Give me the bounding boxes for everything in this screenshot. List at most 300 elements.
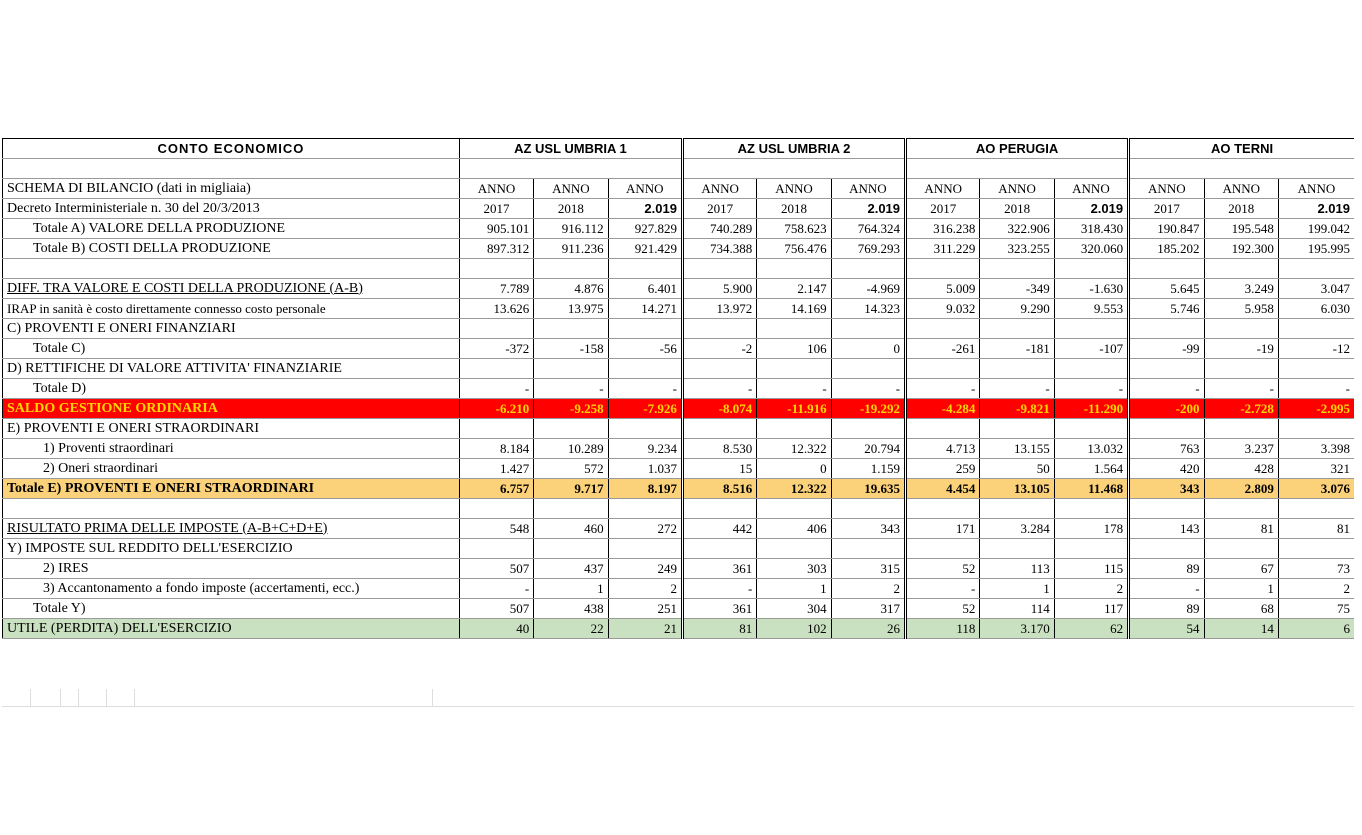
value-cell: [459, 419, 533, 439]
value-cell: 3.284: [980, 519, 1054, 539]
value-cell: 3.249: [1204, 279, 1278, 299]
value-cell: 21: [608, 619, 682, 639]
value-cell: [459, 539, 533, 559]
value-cell: 4.454: [906, 479, 980, 499]
value-cell: 67: [1204, 559, 1278, 579]
year-label: 2018: [980, 199, 1054, 219]
value-cell: 251: [608, 599, 682, 619]
value-cell: 62: [1054, 619, 1128, 639]
value-cell: 361: [682, 559, 756, 579]
value-cell: 5.958: [1204, 299, 1278, 319]
value-cell: 5.009: [906, 279, 980, 299]
year-label: 2017: [1129, 199, 1204, 219]
value-cell: [608, 359, 682, 379]
row-imposte-header: [3, 539, 1355, 559]
value-cell: 68: [1204, 599, 1278, 619]
value-cell: [608, 539, 682, 559]
value-cell: -261: [906, 339, 980, 359]
value-cell: -: [1204, 379, 1278, 399]
entity-header-perugia: AO PERUGIA: [906, 139, 1129, 159]
value-cell: 343: [1129, 479, 1204, 499]
row-label: 2) Oneri straordinari: [3, 459, 460, 479]
value-cell: -: [906, 579, 980, 599]
value-cell: 758.623: [757, 219, 831, 239]
value-cell: 927.829: [608, 219, 682, 239]
row-proventi-straordinari-header: [3, 419, 1355, 439]
value-cell: -: [459, 579, 533, 599]
value-cell: 2: [831, 579, 905, 599]
row-label: 1) Proventi straordinari: [3, 439, 460, 459]
row-ires: [3, 559, 1355, 579]
value-cell: 185.202: [1129, 239, 1204, 259]
value-cell: 13.972: [682, 299, 756, 319]
value-cell: [682, 319, 756, 339]
schema-label: SCHEMA DI BILANCIO (dati in migliaia): [3, 179, 460, 199]
row-costi-produzione: [3, 239, 1355, 259]
value-cell: 1: [534, 579, 608, 599]
value-cell: 507: [459, 599, 533, 619]
year-label: 2017: [682, 199, 756, 219]
value-cell: 12.322: [757, 439, 831, 459]
value-cell: 11.468: [1054, 479, 1128, 499]
value-cell: 13.975: [534, 299, 608, 319]
value-cell: 12.322: [757, 479, 831, 499]
value-cell: [757, 419, 831, 439]
value-cell: 114: [980, 599, 1054, 619]
row-label: Totale E) PROVENTI E ONERI STRAORDINARI: [3, 479, 460, 499]
value-cell: 272: [608, 519, 682, 539]
value-cell: 20.794: [831, 439, 905, 459]
value-cell: -: [682, 579, 756, 599]
row-utile-perdita: [3, 619, 1355, 639]
value-cell: 311.229: [906, 239, 980, 259]
value-cell: 13.626: [459, 299, 533, 319]
value-cell: -7.926: [608, 399, 682, 419]
value-cell: 3.170: [980, 619, 1054, 639]
row-irap: [3, 299, 1355, 319]
value-cell: 420: [1129, 459, 1204, 479]
header-row-anno: [3, 179, 1355, 199]
value-cell: -: [1054, 379, 1128, 399]
value-cell: -8.074: [682, 399, 756, 419]
value-cell: 343: [831, 519, 905, 539]
value-cell: 192.300: [1204, 239, 1278, 259]
value-cell: 259: [906, 459, 980, 479]
row-risultato-prima-imposte: [3, 519, 1355, 539]
value-cell: [757, 539, 831, 559]
value-cell: 5.900: [682, 279, 756, 299]
value-cell: [534, 359, 608, 379]
value-cell: 460: [534, 519, 608, 539]
row-rettifiche: [3, 359, 1355, 379]
value-cell: [757, 359, 831, 379]
value-cell: 764.324: [831, 219, 905, 239]
value-cell: [757, 319, 831, 339]
row-proventi-straordinari: [3, 439, 1355, 459]
value-cell: 13.032: [1054, 439, 1128, 459]
entity-header-usl2: AZ USL UMBRIA 2: [682, 139, 905, 159]
separator-row: [3, 259, 1355, 279]
value-cell: 3.076: [1278, 479, 1354, 499]
value-cell: 406: [757, 519, 831, 539]
value-cell: -9.821: [980, 399, 1054, 419]
value-cell: [682, 359, 756, 379]
row-totale-d: [3, 379, 1355, 399]
value-cell: 6.401: [608, 279, 682, 299]
value-cell: [906, 539, 980, 559]
anno-label: ANNO: [534, 179, 608, 199]
value-cell: [906, 359, 980, 379]
anno-label: ANNO: [608, 179, 682, 199]
value-cell: 14.323: [831, 299, 905, 319]
value-cell: -4.969: [831, 279, 905, 299]
year-label: 2.019: [1054, 199, 1128, 219]
row-oneri-straordinari: [3, 459, 1355, 479]
value-cell: 7.789: [459, 279, 533, 299]
entity-header-terni: AO TERNI: [1129, 139, 1354, 159]
anno-label: ANNO: [459, 179, 533, 199]
value-cell: 89: [1129, 599, 1204, 619]
separator-row: [3, 499, 1355, 519]
value-cell: 4.713: [906, 439, 980, 459]
income-statement-table: [2, 138, 1354, 639]
value-cell: [1129, 319, 1204, 339]
value-cell: 8.530: [682, 439, 756, 459]
value-cell: 178: [1054, 519, 1128, 539]
value-cell: 9.717: [534, 479, 608, 499]
value-cell: [906, 419, 980, 439]
value-cell: -: [608, 379, 682, 399]
value-cell: [1129, 419, 1204, 439]
value-cell: 195.995: [1278, 239, 1354, 259]
value-cell: [1204, 359, 1278, 379]
value-cell: -12: [1278, 339, 1354, 359]
row-label: DIFF. TRA VALORE E COSTI DELLA PRODUZIONE (A-B): [3, 279, 460, 299]
value-cell: 52: [906, 599, 980, 619]
value-cell: [1054, 359, 1128, 379]
value-cell: 19.635: [831, 479, 905, 499]
value-cell: [1204, 419, 1278, 439]
year-label: 2.019: [831, 199, 905, 219]
year-label: 2018: [534, 199, 608, 219]
decree-label: Decreto Interministeriale n. 30 del 20/3/2013: [3, 199, 460, 219]
row-label: D) RETTIFICHE DI VALORE ATTIVITA' FINANZIARIE: [3, 359, 460, 379]
value-cell: 9.234: [608, 439, 682, 459]
value-cell: 54: [1129, 619, 1204, 639]
spacer-row: [3, 159, 1355, 179]
row-differenza: [3, 279, 1355, 299]
value-cell: 113: [980, 559, 1054, 579]
row-label: Totale A) VALORE DELLA PRODUZIONE: [3, 219, 460, 239]
value-cell: -372: [459, 339, 533, 359]
value-cell: 117: [1054, 599, 1128, 619]
value-cell: 1: [1204, 579, 1278, 599]
value-cell: 118: [906, 619, 980, 639]
value-cell: [1129, 539, 1204, 559]
value-cell: 318.430: [1054, 219, 1128, 239]
value-cell: [608, 319, 682, 339]
anno-label: ANNO: [1278, 179, 1354, 199]
value-cell: -2: [682, 339, 756, 359]
value-cell: 438: [534, 599, 608, 619]
value-cell: [459, 319, 533, 339]
value-cell: -: [906, 379, 980, 399]
row-label: 3) Accantonamento a fondo imposte (accertamenti, ecc.): [3, 579, 460, 599]
anno-label: ANNO: [831, 179, 905, 199]
value-cell: 2.809: [1204, 479, 1278, 499]
value-cell: 1.427: [459, 459, 533, 479]
value-cell: 304: [757, 599, 831, 619]
row-proventi-finanziari: [3, 319, 1355, 339]
value-cell: 8.197: [608, 479, 682, 499]
value-cell: [459, 359, 533, 379]
value-cell: 2: [608, 579, 682, 599]
value-cell: 317: [831, 599, 905, 619]
value-cell: [534, 419, 608, 439]
value-cell: [1054, 319, 1128, 339]
value-cell: 5.746: [1129, 299, 1204, 319]
value-cell: 81: [1278, 519, 1354, 539]
value-cell: [534, 539, 608, 559]
year-label: 2.019: [608, 199, 682, 219]
value-cell: -200: [1129, 399, 1204, 419]
value-cell: 897.312: [459, 239, 533, 259]
value-cell: [1204, 319, 1278, 339]
value-cell: -99: [1129, 339, 1204, 359]
value-cell: 3.047: [1278, 279, 1354, 299]
value-cell: [1054, 419, 1128, 439]
value-cell: 52: [906, 559, 980, 579]
value-cell: 106: [757, 339, 831, 359]
year-label: 2018: [757, 199, 831, 219]
value-cell: 81: [1204, 519, 1278, 539]
value-cell: -11.916: [757, 399, 831, 419]
empty-grid-row: [2, 689, 1354, 707]
value-cell: 9.290: [980, 299, 1054, 319]
value-cell: 320.060: [1054, 239, 1128, 259]
value-cell: 15: [682, 459, 756, 479]
value-cell: 9.032: [906, 299, 980, 319]
value-cell: 89: [1129, 559, 1204, 579]
value-cell: 322.906: [980, 219, 1054, 239]
value-cell: -: [459, 379, 533, 399]
value-cell: 916.112: [534, 219, 608, 239]
value-cell: 756.476: [757, 239, 831, 259]
value-cell: 4.876: [534, 279, 608, 299]
value-cell: 40: [459, 619, 533, 639]
value-cell: 2: [1278, 579, 1354, 599]
value-cell: -2.995: [1278, 399, 1354, 419]
value-cell: -: [1278, 379, 1354, 399]
value-cell: -: [980, 379, 1054, 399]
value-cell: 8.516: [682, 479, 756, 499]
title-row: [3, 139, 1355, 159]
header-row-years: [3, 199, 1355, 219]
value-cell: 361: [682, 599, 756, 619]
value-cell: [1129, 359, 1204, 379]
value-cell: 81: [682, 619, 756, 639]
value-cell: 115: [1054, 559, 1128, 579]
value-cell: 572: [534, 459, 608, 479]
value-cell: -56: [608, 339, 682, 359]
value-cell: 763: [1129, 439, 1204, 459]
value-cell: 323.255: [980, 239, 1054, 259]
value-cell: 316.238: [906, 219, 980, 239]
value-cell: 22: [534, 619, 608, 639]
value-cell: 14.271: [608, 299, 682, 319]
value-cell: 1.037: [608, 459, 682, 479]
value-cell: [608, 419, 682, 439]
value-cell: [534, 319, 608, 339]
value-cell: -158: [534, 339, 608, 359]
anno-label: ANNO: [906, 179, 980, 199]
value-cell: 442: [682, 519, 756, 539]
anno-label: ANNO: [682, 179, 756, 199]
value-cell: 75: [1278, 599, 1354, 619]
value-cell: [831, 359, 905, 379]
row-totale-y: [3, 599, 1355, 619]
value-cell: 8.184: [459, 439, 533, 459]
value-cell: 303: [757, 559, 831, 579]
value-cell: 315: [831, 559, 905, 579]
value-cell: [682, 419, 756, 439]
value-cell: -6.210: [459, 399, 533, 419]
year-label: 2018: [1204, 199, 1278, 219]
value-cell: 1.159: [831, 459, 905, 479]
value-cell: 548: [459, 519, 533, 539]
value-cell: 428: [1204, 459, 1278, 479]
value-cell: -: [1129, 379, 1204, 399]
value-cell: 2.147: [757, 279, 831, 299]
value-cell: 13.105: [980, 479, 1054, 499]
value-cell: 14: [1204, 619, 1278, 639]
value-cell: 2: [1054, 579, 1128, 599]
value-cell: -11.290: [1054, 399, 1128, 419]
value-cell: -: [534, 379, 608, 399]
value-cell: 3.237: [1204, 439, 1278, 459]
value-cell: -: [831, 379, 905, 399]
row-label: 2) IRES: [3, 559, 460, 579]
value-cell: [1278, 319, 1354, 339]
row-label: RISULTATO PRIMA DELLE IMPOSTE (A-B+C+D+E): [3, 519, 460, 539]
value-cell: -19: [1204, 339, 1278, 359]
anno-label: ANNO: [757, 179, 831, 199]
row-label: Y) IMPOSTE SUL REDDITO DELL'ESERCIZIO: [3, 539, 460, 559]
value-cell: 740.289: [682, 219, 756, 239]
value-cell: 5.645: [1129, 279, 1204, 299]
value-cell: 0: [757, 459, 831, 479]
value-cell: [1204, 539, 1278, 559]
row-totale-e: [3, 479, 1355, 499]
value-cell: [831, 419, 905, 439]
value-cell: -19.292: [831, 399, 905, 419]
value-cell: 9.553: [1054, 299, 1128, 319]
page-title: CONTO ECONOMICO: [3, 139, 460, 159]
value-cell: 10.289: [534, 439, 608, 459]
value-cell: -107: [1054, 339, 1128, 359]
value-cell: [1278, 419, 1354, 439]
anno-label: ANNO: [1054, 179, 1128, 199]
value-cell: 143: [1129, 519, 1204, 539]
row-label: UTILE (PERDITA) DELL'ESERCIZIO: [3, 619, 460, 639]
value-cell: 6.757: [459, 479, 533, 499]
value-cell: -1.630: [1054, 279, 1128, 299]
anno-label: ANNO: [980, 179, 1054, 199]
value-cell: -4.284: [906, 399, 980, 419]
row-label: Totale B) COSTI DELLA PRODUZIONE: [3, 239, 460, 259]
row-totale-c: [3, 339, 1355, 359]
value-cell: -: [682, 379, 756, 399]
value-cell: [1278, 539, 1354, 559]
row-label: C) PROVENTI E ONERI FINANZIARI: [3, 319, 460, 339]
value-cell: 249: [608, 559, 682, 579]
anno-label: ANNO: [1204, 179, 1278, 199]
row-label: Totale Y): [3, 599, 460, 619]
value-cell: 1: [757, 579, 831, 599]
row-label: SALDO GESTIONE ORDINARIA: [3, 399, 460, 419]
row-label: Totale D): [3, 379, 460, 399]
value-cell: -349: [980, 279, 1054, 299]
value-cell: 14.169: [757, 299, 831, 319]
value-cell: 0: [831, 339, 905, 359]
value-cell: 195.548: [1204, 219, 1278, 239]
value-cell: 911.236: [534, 239, 608, 259]
value-cell: [682, 539, 756, 559]
value-cell: [1278, 359, 1354, 379]
value-cell: 1: [980, 579, 1054, 599]
value-cell: 6.030: [1278, 299, 1354, 319]
value-cell: [980, 539, 1054, 559]
year-label: 2017: [459, 199, 533, 219]
year-label: 2.019: [1278, 199, 1354, 219]
value-cell: 190.847: [1129, 219, 1204, 239]
value-cell: 50: [980, 459, 1054, 479]
row-label: Totale C): [3, 339, 460, 359]
value-cell: [831, 539, 905, 559]
year-label: 2017: [906, 199, 980, 219]
value-cell: 6: [1278, 619, 1354, 639]
value-cell: 507: [459, 559, 533, 579]
row-label: E) PROVENTI E ONERI STRAORDINARI: [3, 419, 460, 439]
value-cell: -: [757, 379, 831, 399]
value-cell: 26: [831, 619, 905, 639]
value-cell: 437: [534, 559, 608, 579]
value-cell: -9.258: [534, 399, 608, 419]
value-cell: -2.728: [1204, 399, 1278, 419]
value-cell: 3.398: [1278, 439, 1354, 459]
row-accantonamento: [3, 579, 1355, 599]
value-cell: [906, 319, 980, 339]
value-cell: [980, 359, 1054, 379]
value-cell: [980, 319, 1054, 339]
value-cell: [980, 419, 1054, 439]
value-cell: 13.155: [980, 439, 1054, 459]
value-cell: 769.293: [831, 239, 905, 259]
value-cell: 199.042: [1278, 219, 1354, 239]
value-cell: [831, 319, 905, 339]
value-cell: 102: [757, 619, 831, 639]
value-cell: -: [1129, 579, 1204, 599]
row-valore-produzione: [3, 219, 1355, 239]
entity-header-usl1: AZ USL UMBRIA 1: [459, 139, 682, 159]
value-cell: 73: [1278, 559, 1354, 579]
value-cell: 1.564: [1054, 459, 1128, 479]
row-saldo-gestione-ordinaria: [3, 399, 1355, 419]
value-cell: 734.388: [682, 239, 756, 259]
value-cell: -181: [980, 339, 1054, 359]
value-cell: [1054, 539, 1128, 559]
value-cell: 905.101: [459, 219, 533, 239]
